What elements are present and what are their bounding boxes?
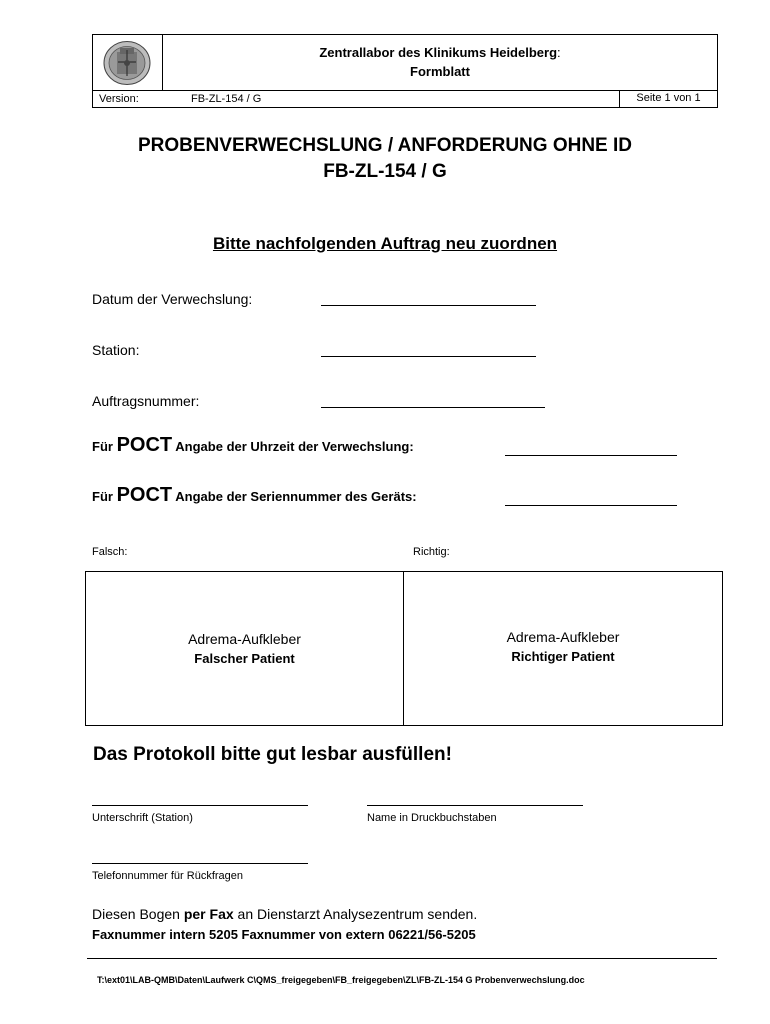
header-version-row (93, 90, 717, 108)
richtig-label: Richtig: (413, 546, 450, 558)
header-table (92, 34, 718, 108)
falsch-label: Falsch: (92, 546, 128, 558)
poct-serial-field[interactable] (505, 505, 677, 506)
datum-field[interactable] (321, 305, 536, 306)
fax-numbers: Faxnummer intern 5205 Faxnummer von extern 06221/56-5205 (92, 927, 476, 942)
page-title: PROBENVERWECHSLUNG / ANFORDERUNG OHNE ID (137, 135, 633, 156)
sticker-box-richtig[interactable] (404, 572, 722, 725)
sticker-patient: Richtiger Patient (511, 649, 615, 664)
protokoll-heading: Das Protokoll bitte gut lesbar ausfüllen! (93, 744, 452, 765)
org-name: Zentrallabor des Klinikums Heidelberg (319, 45, 558, 60)
fax-post: an Dienstarzt Analysezentrum senden. (233, 906, 478, 922)
poct-time-row (92, 434, 414, 457)
telefon-field[interactable] (92, 863, 308, 864)
poct-serial-row (92, 484, 417, 507)
fax-bold: per Fax (183, 906, 234, 922)
sticker-label: Adrema-Aufkleber (506, 629, 620, 645)
auftrag-field[interactable] (321, 407, 545, 408)
header-title-cell (163, 35, 717, 90)
sticker-label: Adrema-Aufkleber (188, 631, 301, 647)
university-seal-icon (102, 40, 152, 86)
fuer-label: Für (92, 439, 113, 454)
station-label: Station: (92, 342, 140, 358)
sticker-boxes (85, 571, 723, 726)
footer-divider (87, 958, 717, 959)
form-code: FB-ZL-154 / G (323, 161, 447, 182)
poct-label: POCT (116, 484, 173, 506)
name-field[interactable] (367, 805, 583, 806)
telefon-label: Telefonnummer für Rückfragen (92, 870, 244, 882)
poct-label: POCT (116, 434, 173, 456)
version-label: Version: (99, 93, 139, 105)
page-number: Seite 1 von 1 (619, 91, 717, 108)
poct-time-field[interactable] (505, 455, 677, 456)
fuer-label: Für (92, 489, 113, 504)
subtitle: Bitte nachfolgenden Auftrag neu zuordnen (212, 234, 558, 253)
name-label: Name in Druckbuchstaben (367, 812, 497, 824)
sticker-box-falsch[interactable] (86, 572, 404, 725)
poct-serial-text: Angabe der Seriennummer des Geräts: (175, 489, 417, 504)
station-field[interactable] (321, 356, 536, 357)
unterschrift-field[interactable] (92, 805, 308, 806)
sticker-patient: Falscher Patient (194, 651, 295, 666)
logo-cell (93, 35, 163, 90)
org-colon: : (557, 45, 561, 60)
auftrag-label: Auftragsnummer: (92, 393, 200, 409)
version-value: FB-ZL-154 / G (191, 93, 262, 105)
fax-instruction (92, 906, 477, 922)
datum-label: Datum der Verwechslung: (92, 291, 253, 307)
fax-pre: Diesen Bogen (92, 906, 184, 922)
form-type: Formblatt (410, 64, 470, 79)
poct-time-text: Angabe der Uhrzeit der Verwechslung: (175, 439, 414, 454)
footer-path: T:\ext01\LAB-QMB\Daten\Laufwerk C\QMS_freigegeben\FB_freigegeben\ZL\FB-ZL-154 G Probenverwechslung.doc (97, 975, 585, 985)
unterschrift-label: Unterschrift (Station) (92, 812, 193, 824)
